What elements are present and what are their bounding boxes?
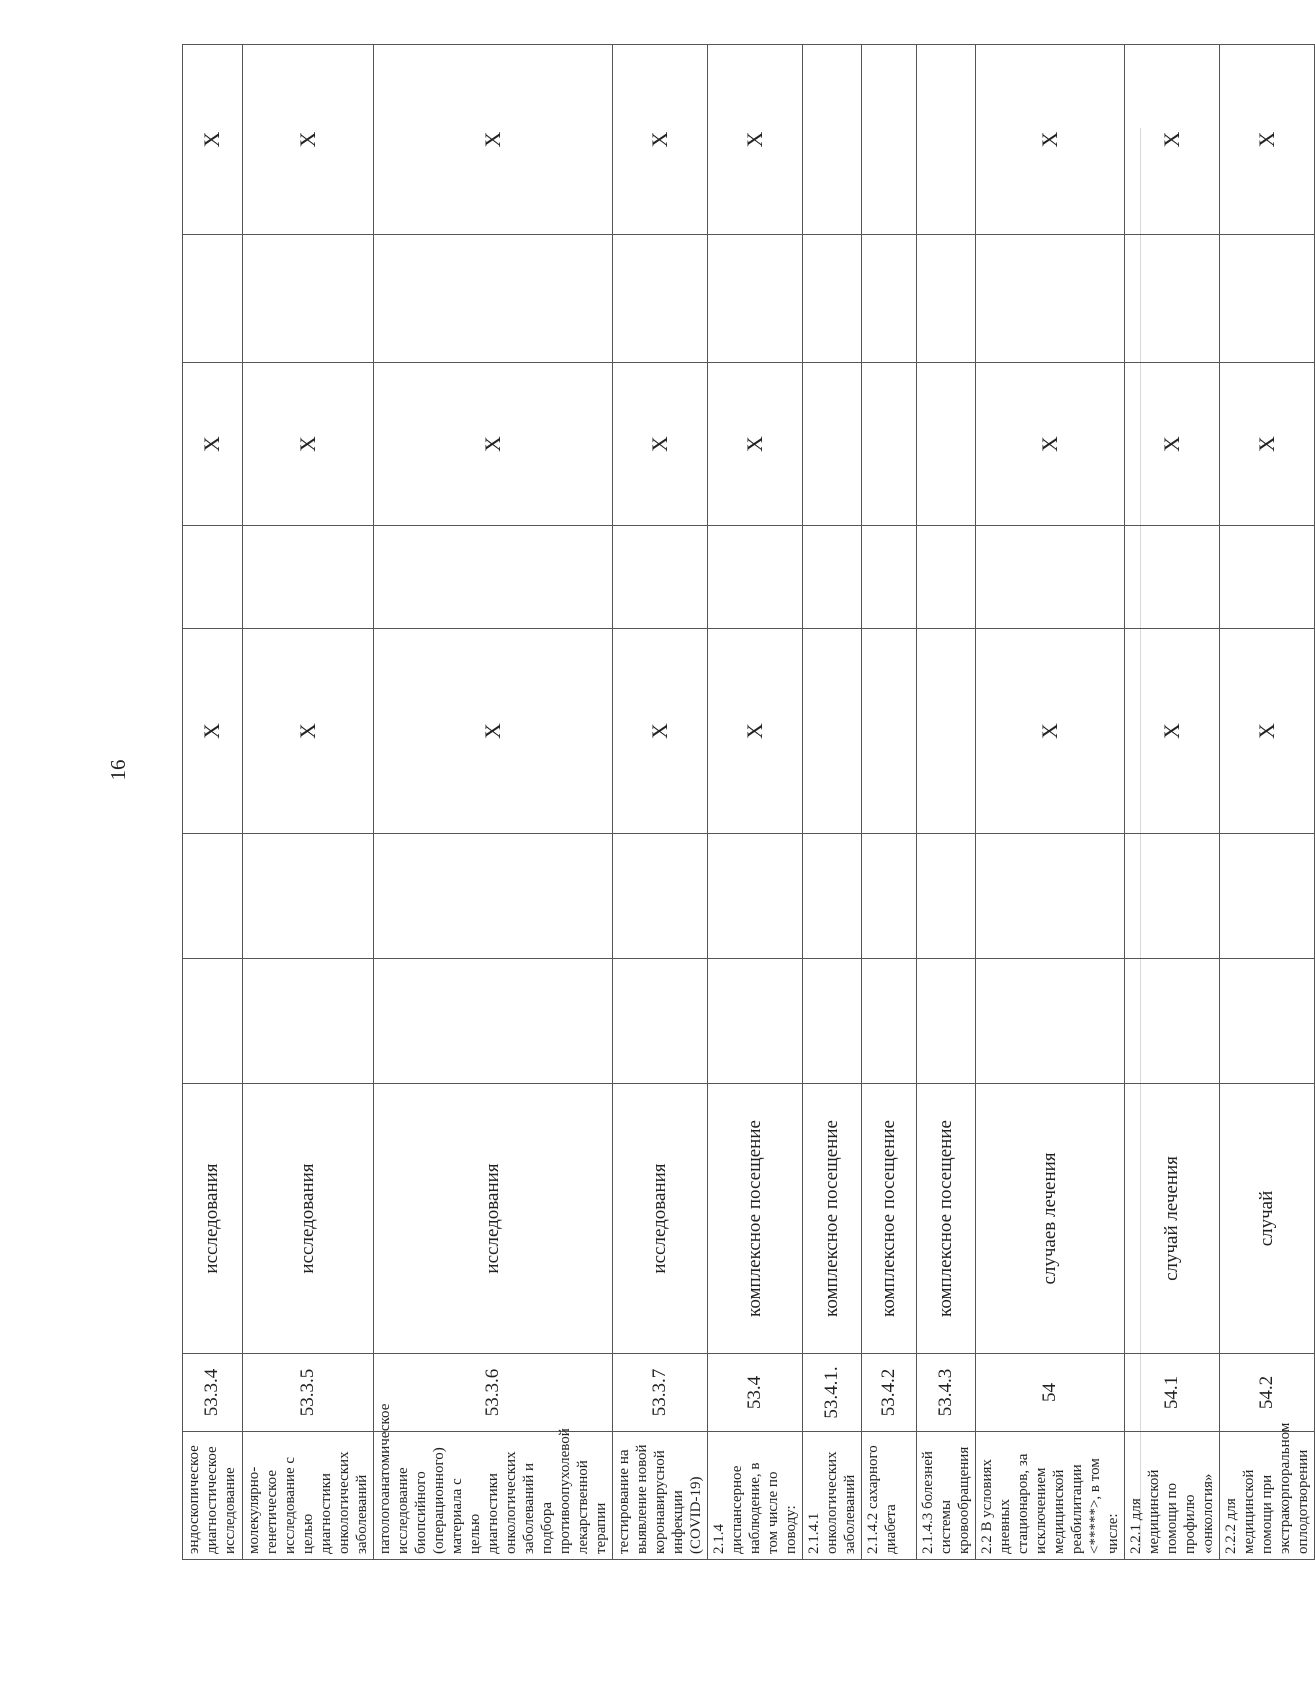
cell <box>917 629 976 834</box>
cell <box>1125 235 1220 363</box>
cell <box>708 235 803 363</box>
cell <box>862 629 917 834</box>
cell <box>917 363 976 526</box>
cell <box>862 363 917 526</box>
cell <box>803 629 862 834</box>
cell <box>1220 526 1315 629</box>
cell: Х <box>183 45 243 235</box>
cell: Х <box>374 629 613 834</box>
row-name: 2.1.4.3 болезней системы кровообращения <box>917 1432 976 1560</box>
cell: Х <box>976 629 1125 834</box>
row-code: 54 <box>976 1354 1125 1432</box>
table-row <box>917 45 976 1560</box>
table-row <box>803 45 862 1560</box>
cell <box>708 526 803 629</box>
cell <box>243 834 374 959</box>
row-code: 53.3.4 <box>183 1354 243 1432</box>
cell: Х <box>708 45 803 235</box>
cell: Х <box>183 629 243 834</box>
row-unit: комплексное посещение <box>708 1084 803 1354</box>
row-unit: комплексное посещение <box>803 1084 862 1354</box>
cell: Х <box>243 45 374 235</box>
cell <box>976 834 1125 959</box>
row-code: 54.1 <box>1125 1354 1220 1432</box>
row-name: 2.1.4.1 онкологических заболеваний <box>803 1432 862 1560</box>
row-code: 53.4.2 <box>862 1354 917 1432</box>
cell: Х <box>976 45 1125 235</box>
row-code: 53.4.1. <box>803 1354 862 1432</box>
cell <box>1220 235 1315 363</box>
cell <box>803 45 862 235</box>
cell: Х <box>1220 363 1315 526</box>
row-unit: случаев лечения <box>976 1084 1125 1354</box>
cell <box>976 235 1125 363</box>
rotated-page <box>182 45 1311 1560</box>
cell <box>708 959 803 1084</box>
cell <box>1125 526 1220 629</box>
page-number: 16 <box>105 759 130 781</box>
cell <box>1125 834 1220 959</box>
row-code: 53.3.5 <box>243 1354 374 1432</box>
row-code: 54.2 <box>1220 1354 1315 1432</box>
row-unit: исследования <box>613 1084 708 1354</box>
cell <box>1220 834 1315 959</box>
cell <box>613 959 708 1084</box>
cell: Х <box>613 629 708 834</box>
cell <box>803 526 862 629</box>
cell: Х <box>1125 45 1220 235</box>
cell: Х <box>374 363 613 526</box>
row-name: молекулярно-генетическое исследование с целью диагностики онкологических заболеваний <box>243 1432 374 1560</box>
cell: Х <box>708 363 803 526</box>
cell <box>613 834 708 959</box>
table-row <box>862 45 917 1560</box>
row-unit: исследования <box>243 1084 374 1354</box>
cell <box>374 834 613 959</box>
table-row <box>708 45 803 1560</box>
cell <box>976 526 1125 629</box>
row-unit: исследования <box>183 1084 243 1354</box>
row-name: 2.1.4.2 сахарного диабета <box>862 1432 917 1560</box>
cell: Х <box>243 629 374 834</box>
cell: Х <box>613 45 708 235</box>
cell <box>183 959 243 1084</box>
cell <box>183 235 243 363</box>
cell <box>976 959 1125 1084</box>
row-name: 2.1.4 диспансерное наблюдение, в том числе по поводу: <box>708 1432 803 1560</box>
table-body <box>183 45 1315 1560</box>
row-name: патологоанатомическое исследование биопсийного (операционного) материала с целью диагностики онкологических заболеваний и подбора противоопухолевой лекарственной терапии <box>374 1432 613 1560</box>
cell: Х <box>976 363 1125 526</box>
cell <box>183 834 243 959</box>
cell <box>374 235 613 363</box>
row-code: 53.4 <box>708 1354 803 1432</box>
cell: Х <box>1220 629 1315 834</box>
row-unit: исследования <box>374 1084 613 1354</box>
cell <box>862 235 917 363</box>
cell <box>243 526 374 629</box>
cell <box>862 45 917 235</box>
row-code: 53.4.3 <box>917 1354 976 1432</box>
table-row <box>613 45 708 1560</box>
row-unit: комплексное посещение <box>917 1084 976 1354</box>
cell: Х <box>374 45 613 235</box>
cell <box>374 959 613 1084</box>
cell <box>613 526 708 629</box>
row-name: эндоскопическое диагностическое исследование <box>183 1432 243 1560</box>
table-row <box>183 45 243 1560</box>
cell <box>374 526 613 629</box>
cell <box>243 235 374 363</box>
cell: Х <box>1220 45 1315 235</box>
data-table <box>182 44 1315 1560</box>
row-unit: комплексное посещение <box>862 1084 917 1354</box>
cell <box>862 526 917 629</box>
cell <box>917 959 976 1084</box>
cell <box>613 235 708 363</box>
cell: Х <box>613 363 708 526</box>
cell: Х <box>1125 629 1220 834</box>
cell <box>183 526 243 629</box>
row-name: тестирование на выявление новой коронавирусной инфекции (COVID-19) <box>613 1432 708 1560</box>
cell: Х <box>183 363 243 526</box>
table-row <box>1125 45 1220 1560</box>
cell <box>803 235 862 363</box>
row-name: 2.2.2 для медицинской помощи при экстракорпоральном оплодотворении <box>1220 1432 1315 1560</box>
table-row <box>243 45 374 1560</box>
cell <box>917 834 976 959</box>
cell <box>1125 959 1220 1084</box>
row-name: 2.2 В условиях дневных стационаров, за исключением медицинской реабилитации <*****>, в том числе: <box>976 1432 1125 1560</box>
table-row <box>374 45 613 1560</box>
cell <box>708 834 803 959</box>
cell <box>917 526 976 629</box>
cell <box>862 959 917 1084</box>
row-name: 2.2.1 для медицинской помощи по профилю «онкология» <box>1125 1432 1220 1560</box>
cell <box>803 363 862 526</box>
cell <box>803 834 862 959</box>
cell: Х <box>1125 363 1220 526</box>
cell <box>862 834 917 959</box>
cell: Х <box>708 629 803 834</box>
cell <box>1220 959 1315 1084</box>
cell <box>917 235 976 363</box>
cell <box>243 959 374 1084</box>
table-row <box>976 45 1125 1560</box>
cell <box>917 45 976 235</box>
row-code: 53.3.7 <box>613 1354 708 1432</box>
cell: Х <box>243 363 374 526</box>
row-code: 53.3.6 <box>374 1354 613 1432</box>
table-row <box>1220 45 1315 1560</box>
row-unit: случай лечения <box>1125 1084 1220 1354</box>
cell <box>803 959 862 1084</box>
row-unit: случай <box>1220 1084 1315 1354</box>
